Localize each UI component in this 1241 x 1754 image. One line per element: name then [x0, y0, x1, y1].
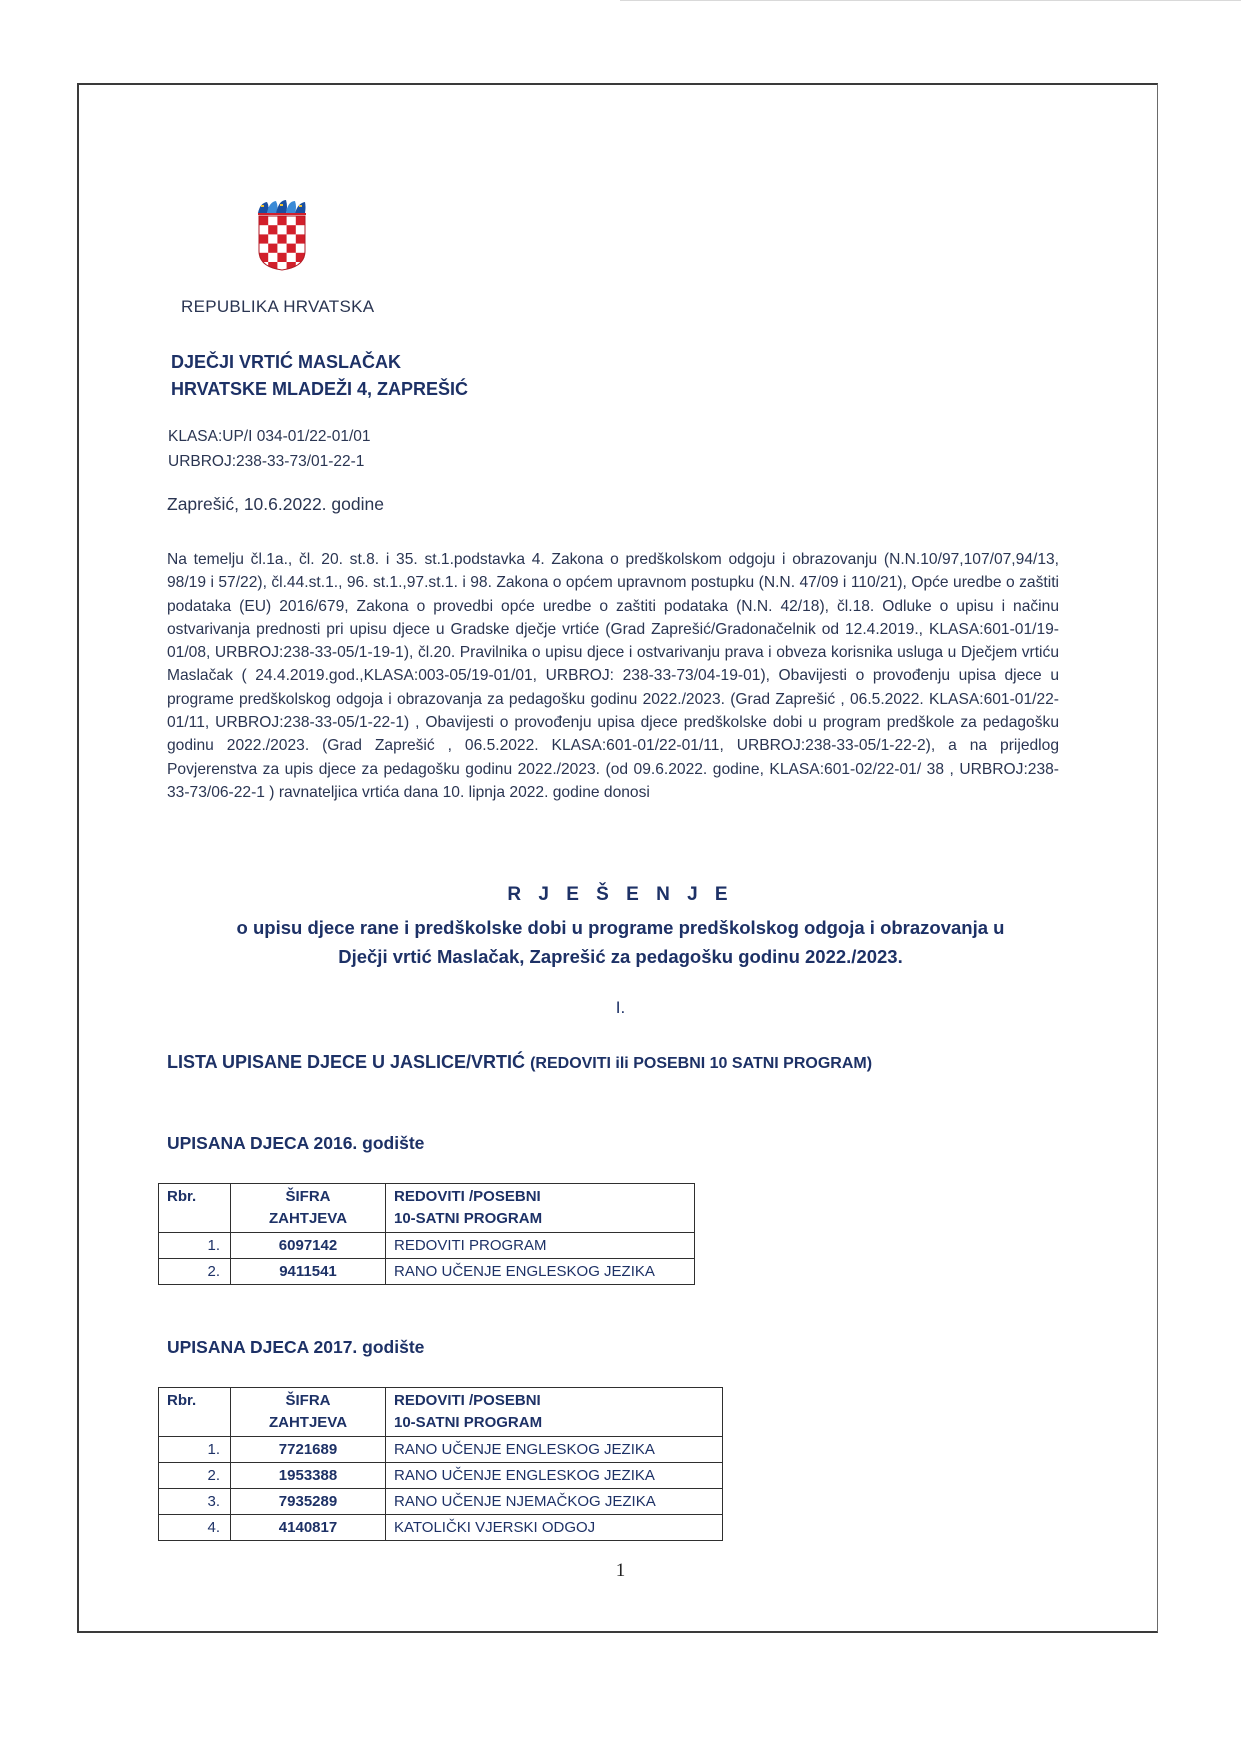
- header-program-line-2: 10-SATNI PROGRAM: [394, 1414, 543, 1431]
- table-header-row: [159, 1388, 723, 1437]
- request-code: 9411541: [231, 1259, 386, 1285]
- organization-address: HRVATSKE MLADEŽI 4, ZAPREŠIĆ: [171, 379, 469, 399]
- table-row: [159, 1259, 695, 1285]
- header-program-line-1: REDOVITI /POSEBNI: [394, 1392, 541, 1409]
- table-row: [159, 1437, 723, 1463]
- section-numeral: I.: [615, 998, 626, 1017]
- program-name: RANO UČENJE ENGLESKOG JEZIKA: [386, 1437, 723, 1463]
- page-number: 1: [615, 1560, 626, 1581]
- organization-name: DJEČJI VRTIĆ MASLAČAK: [171, 352, 402, 372]
- request-code: 7721689: [231, 1437, 386, 1463]
- decision-title: R J E Š E N J E: [507, 884, 734, 905]
- table-row: [159, 1463, 723, 1489]
- header-program-line-2: 10-SATNI PROGRAM: [394, 1210, 543, 1227]
- header-program-line-1: REDOVITI /POSEBNI: [394, 1188, 541, 1205]
- header-code-line-1: ŠIFRA: [285, 1392, 331, 1409]
- enrollment-table-2017: [158, 1387, 723, 1541]
- header-rbr: Rbr.: [159, 1388, 231, 1437]
- program-name: REDOVITI PROGRAM: [386, 1233, 695, 1259]
- table-header-row: [159, 1184, 695, 1233]
- row-number: 2.: [159, 1463, 231, 1489]
- header-code: [231, 1388, 386, 1437]
- list-title-text: LISTA UPISANE DJECE U JASLICE/VRTIĆ: [167, 1052, 526, 1072]
- organization-block: [171, 349, 468, 403]
- table-row: [159, 1515, 723, 1541]
- urbroj-number: URBROJ:238-33-73/01-22-1: [168, 453, 365, 470]
- program-name: RANO UČENJE NJEMAČKOG JEZIKA: [386, 1489, 723, 1515]
- row-number: 3.: [159, 1489, 231, 1515]
- row-number: 4.: [159, 1515, 231, 1541]
- program-name: RANO UČENJE ENGLESKOG JEZIKA: [386, 1259, 695, 1285]
- header-code: [231, 1184, 386, 1233]
- row-number: 2.: [159, 1259, 231, 1285]
- klasa-number: KLASA:UP/I 034-01/22-01/01: [168, 428, 371, 445]
- request-code: 7935289: [231, 1489, 386, 1515]
- list-title-note: (REDOVITI ili POSEBNI 10 SATNI PROGRAM): [530, 1055, 873, 1072]
- group-heading-2016: UPISANA DJECA 2016. godište: [167, 1133, 425, 1153]
- row-number: 1.: [159, 1437, 231, 1463]
- croatian-coat-of-arms-icon: [256, 199, 308, 271]
- table-row: [159, 1233, 695, 1259]
- decision-subtitle: [0, 913, 1241, 971]
- header-rbr: Rbr.: [159, 1184, 231, 1233]
- table-row: [159, 1489, 723, 1515]
- decision-subtitle-line-2: Dječji vrtić Maslačak, Zaprešić za pedagošku godinu 2022./2023.: [338, 946, 903, 967]
- program-name: RANO UČENJE ENGLESKOG JEZIKA: [386, 1463, 723, 1489]
- top-edge-line: [620, 0, 1241, 1]
- document-date: Zaprešić, 10.6.2022. godine: [167, 494, 384, 514]
- reference-block: [168, 424, 371, 474]
- program-name: KATOLIČKI VJERSKI ODGOJ: [386, 1515, 723, 1541]
- legal-preamble: Na temelju čl.1a., čl. 20. st.8. i 35. st.1.podstavka 4. Zakona o predškolskom odgoju i obrazovanju (N.N.10/97,107/07,94/13, 98/19 i 57/22), čl.44.st.1., 96. st.1.,97.st.1. i 98. Zakona o općem upravnom postupku (N.N. 47/09 i 110/21), Opće uredbe o zaštiti podataka (EU) 2016/679, Zakona o provedbi opće uredbe o zaštiti podataka (N.N. 42/18), čl.18. Odluke o upisu i načinu ostvarivanja prednosti pri upisu djece u Gradske dječje vrtiće (Grad Zaprešić/Gradonačelnik od 12.4.2019., KLASA:601-01/19-01/08, URBROJ:238-33-05/1-19-1), čl.20. Pravilnika o upisu djece i ostvarivanju prava i obveza korisnika usluga u Dječjem vrtiću Maslačak ( 24.4.2019.god.,KLASA:003-05/19-01/01, URBROJ: 238-33-73/04-19-01), Obavijesti o provođenju upisa djece u programe predškolskog odgoja i obrazovanja za pedagošku godinu 2022./2023. (Grad Zaprešić , 06.5.2022. KLASA:601-01/22-01/11, URBROJ:238-33-05/1-22-1) , Obavijesti o provođenju upisa djece predškolske dobi u program predškole za pedagošku godinu 2022./2023. (Grad Zaprešić , 06.5.2022. KLASA:601-01/22-01/11, URBROJ:238-33-05/1-22-2), a na prijedlog Povjerenstva za upis djece za pedagošku godinu 2022./2023. (od 09.6.2022. godine, KLASA:601-02/22-01/ 38 , URBROJ:238-33-73/06-22-1 ) ravnateljica vrtića dana 10. lipnja 2022. godine donosi: [167, 551, 1059, 801]
- decision-subtitle-line-1: o upisu djece rane i predškolske dobi u programe predškolskog odgoja i obrazovanja u: [236, 917, 1005, 938]
- enrollment-table-2016: [158, 1183, 695, 1285]
- republic-label: REPUBLIKA HRVATSKA: [181, 297, 375, 316]
- list-title: [167, 1052, 872, 1073]
- header-code-line-1: ŠIFRA: [285, 1188, 331, 1205]
- request-code: 1953388: [231, 1463, 386, 1489]
- request-code: 6097142: [231, 1233, 386, 1259]
- row-number: 1.: [159, 1233, 231, 1259]
- request-code: 4140817: [231, 1515, 386, 1541]
- header-program: [386, 1184, 695, 1233]
- header-program: [386, 1388, 723, 1437]
- header-code-line-2: ZAHTJEVA: [268, 1414, 348, 1431]
- group-heading-2017: UPISANA DJECA 2017. godište: [167, 1337, 425, 1357]
- header-code-line-2: ZAHTJEVA: [268, 1210, 348, 1227]
